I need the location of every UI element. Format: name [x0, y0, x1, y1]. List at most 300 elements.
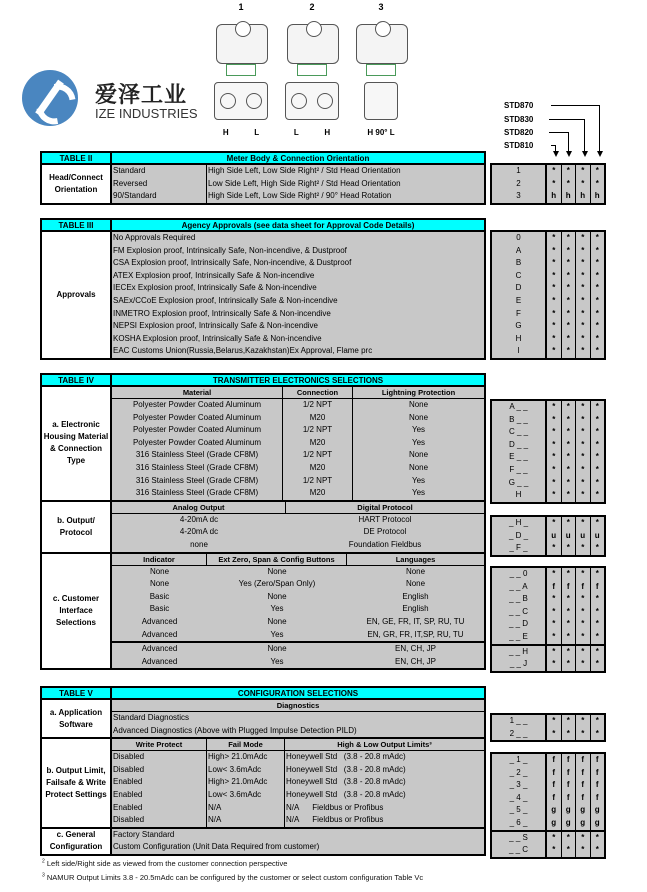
availability-mark: g — [565, 817, 571, 827]
column-header: High & Low Output Limits³ — [337, 740, 432, 750]
model-availability-column — [591, 232, 605, 358]
meter-body-icon — [285, 82, 339, 120]
option-code: _ F _ — [509, 543, 528, 553]
availability-mark: * — [566, 178, 570, 188]
transmitter-neck-icon — [366, 64, 396, 76]
availability-mark: * — [581, 166, 585, 175]
availability-mark: * — [581, 490, 585, 500]
availability-mark: * — [552, 333, 556, 343]
availability-mark: f — [552, 767, 556, 777]
table-cell: IECEx Explosion proof, Intrinsically Safe & Non-incendive — [113, 283, 317, 293]
table-cell: M20 — [283, 437, 353, 450]
code-column — [492, 232, 547, 358]
table-cell: Low< 3.6mAdc — [207, 789, 285, 802]
availability-mark: * — [566, 427, 570, 437]
model-availability-column — [591, 568, 605, 644]
availability-mark: f — [581, 581, 585, 591]
table-cell: Polyester Powder Coated Aluminum — [112, 412, 283, 425]
table-cell: HART Protocol — [358, 514, 412, 524]
option-code: H — [515, 333, 522, 343]
availability-mark: * — [581, 233, 585, 242]
model-availability-column — [562, 517, 577, 555]
availability-mark: * — [581, 631, 585, 641]
availability-mark: * — [581, 283, 585, 293]
availability-mark: * — [566, 233, 570, 242]
availability-mark: * — [552, 518, 556, 527]
table-row — [112, 776, 484, 789]
table-cell: Yes (Zero/Span Only) — [238, 579, 316, 589]
table-cell: Basic — [149, 591, 170, 601]
footnote-3 — [42, 873, 423, 882]
table-row — [112, 802, 484, 815]
table-cell: Polyester Powder Coated Aluminum — [112, 424, 283, 437]
option-code: _ 2 _ — [509, 767, 528, 777]
availability-mark: * — [566, 594, 570, 604]
availability-mark: * — [566, 716, 570, 725]
table-row — [112, 712, 484, 725]
option-code: _ D _ — [508, 530, 529, 540]
availability-mark: * — [552, 619, 556, 629]
table-row — [112, 399, 484, 412]
model-availability-column — [576, 517, 591, 555]
table-cell: Disabled — [112, 751, 207, 764]
table-cell: Disabled — [112, 814, 207, 827]
availability-mark: * — [595, 346, 599, 356]
availability-mark: f — [595, 581, 599, 591]
table-cell: EN, GE, FR, IT, SP, RU, TU — [366, 616, 465, 626]
table-cell: Advanced — [141, 629, 178, 639]
table-row — [112, 295, 484, 308]
option-code: B _ _ — [509, 414, 528, 424]
availability-mark: * — [595, 477, 599, 487]
table-cell: 316 Stainless Steel (Grade CF8M) — [112, 462, 283, 475]
table-name: TABLE V — [42, 688, 112, 698]
table-cell: Disabled — [112, 764, 207, 777]
availability-mark: * — [566, 414, 570, 424]
table-row — [112, 591, 484, 604]
model-availability-column — [591, 401, 605, 502]
availability-mark: f — [552, 755, 556, 764]
table-row — [112, 643, 484, 656]
table-cell: None — [405, 579, 426, 589]
model-availability-column — [547, 232, 562, 358]
availability-mark: f — [566, 767, 570, 777]
availability-mark: f — [566, 780, 570, 790]
option-code: A — [515, 245, 522, 255]
table-v — [40, 686, 486, 856]
availability-mark: * — [581, 308, 585, 318]
table-row — [112, 514, 484, 527]
availability-mark: * — [566, 245, 570, 255]
column-header: Languages — [395, 554, 436, 564]
table-cell: ATEX Explosion proof, Intrinsically Safe & Non-incendive — [113, 270, 315, 280]
availability-mark: * — [552, 646, 556, 656]
table-title: TRANSMITTER ELECTRONICS SELECTIONS — [112, 375, 484, 385]
drawing-number: 1 — [238, 2, 244, 12]
availability-mark: * — [566, 283, 570, 293]
availability-mark: * — [581, 543, 585, 553]
availability-mark: * — [595, 178, 599, 188]
table-cell: None — [267, 644, 287, 654]
availability-mark: * — [552, 594, 556, 604]
table-cell: None — [149, 566, 170, 576]
availability-mark: * — [581, 845, 585, 855]
table-cell: EAC Customs Union(Russia,Belarus,Kazakhstan)Ex Approval, Flame prc — [113, 346, 373, 356]
table-row — [112, 629, 484, 642]
option-code: _ _ 0 — [509, 569, 528, 578]
availability-mark: * — [595, 233, 599, 242]
orientation-drawing-2 — [281, 2, 343, 137]
availability-mark: * — [595, 543, 599, 553]
option-code: _ _ C — [508, 606, 529, 616]
availability-mark: g — [565, 805, 571, 815]
availability-mark: * — [581, 518, 585, 527]
availability-mark: * — [566, 258, 570, 268]
code-table-v-bc — [490, 752, 606, 859]
option-code: _ _ J — [509, 659, 528, 669]
availability-mark: * — [595, 439, 599, 449]
table-cell: INMETRO Explosion proof, Intrinsically Safe & Non-incendive — [113, 308, 331, 318]
table-cell: Polyester Powder Coated Aluminum — [112, 399, 283, 412]
availability-mark: * — [581, 569, 585, 578]
option-code: A _ _ — [509, 402, 528, 411]
table-cell: Custom Configuration (Unit Data Required from customer) — [113, 842, 320, 852]
table-cell: Advanced — [141, 656, 178, 666]
availability-mark: * — [581, 439, 585, 449]
availability-mark: * — [566, 166, 570, 175]
model-availability-column — [576, 401, 591, 502]
option-code: 1 — [516, 166, 521, 175]
table-row — [112, 487, 484, 500]
availability-mark: * — [595, 245, 599, 255]
table-cell: 316 Stainless Steel (Grade CF8M) — [112, 487, 283, 500]
availability-mark: * — [595, 490, 599, 500]
model-availability-column — [576, 754, 591, 830]
model-availability-column — [591, 832, 605, 857]
availability-mark: f — [581, 755, 585, 764]
availability-mark: * — [595, 728, 599, 738]
availability-mark: * — [552, 845, 556, 855]
table-cell: 1/2 NPT — [283, 449, 353, 462]
column-header: Digital Protocol — [357, 502, 413, 512]
table-cell: Yes — [411, 437, 426, 447]
model-availability-column — [547, 646, 562, 671]
table-cell: N/A — [207, 814, 285, 827]
table-cell: Enabled — [112, 789, 207, 802]
table-row — [112, 345, 484, 358]
footnote-number: 3 — [42, 872, 45, 879]
availability-mark: * — [581, 333, 585, 343]
table-cell: Foundation Fieldbus — [348, 539, 422, 549]
availability-mark: * — [552, 402, 556, 411]
table-cell: English — [402, 591, 429, 601]
model-availability-column — [576, 165, 591, 203]
option-code: H — [515, 490, 522, 500]
availability-mark: * — [566, 477, 570, 487]
model-label-std830: STD830 — [504, 115, 534, 124]
availability-mark: f — [595, 755, 599, 764]
model-label-std870: STD870 — [504, 101, 534, 110]
code-table-iv-c — [490, 566, 606, 673]
availability-mark: * — [552, 283, 556, 293]
availability-mark: * — [595, 619, 599, 629]
model-availability-column — [591, 646, 605, 671]
model-availability-column — [547, 568, 562, 644]
table-row — [112, 320, 484, 333]
availability-mark: * — [552, 308, 556, 318]
table-name: TABLE III — [42, 220, 112, 230]
availability-mark: * — [566, 518, 570, 527]
table-row — [112, 437, 484, 450]
model-availability-column — [562, 754, 577, 830]
table-row — [112, 270, 484, 283]
table-row — [112, 412, 484, 425]
availability-mark: f — [595, 780, 599, 790]
table-cell: Basic — [149, 604, 170, 614]
option-code: F — [516, 308, 521, 318]
table-ii — [40, 151, 486, 205]
availability-mark: * — [552, 728, 556, 738]
availability-mark: f — [566, 755, 570, 764]
availability-mark: * — [566, 619, 570, 629]
availability-mark: * — [581, 464, 585, 474]
option-code: G _ _ — [508, 477, 529, 487]
arrow-down-icon — [553, 151, 559, 157]
model-availability-column — [591, 715, 605, 740]
orientation-drawing-1 — [210, 2, 272, 137]
option-code: C — [515, 270, 522, 280]
availability-mark: * — [581, 295, 585, 305]
availability-mark: * — [581, 594, 585, 604]
availability-mark: * — [595, 258, 599, 268]
table-row — [112, 308, 484, 321]
footnote-text: Left side/Right side as viewed from the customer connection perspective — [46, 859, 288, 868]
availability-mark: * — [595, 333, 599, 343]
availability-mark: f — [552, 581, 556, 591]
availability-mark: u — [565, 530, 571, 540]
table-cell: EN, CH, JP — [395, 644, 436, 654]
option-code: _ _ S — [509, 832, 528, 842]
table-row — [112, 526, 484, 539]
availability-mark: * — [566, 346, 570, 356]
availability-mark: * — [566, 659, 570, 669]
table-cell: 316 Stainless Steel (Grade CF8M) — [112, 449, 283, 462]
table-cell: Advanced — [141, 616, 178, 626]
table-row — [112, 165, 484, 178]
option-code: F _ _ — [509, 464, 528, 474]
column-header: Lightning Protection — [381, 388, 456, 397]
table-row — [112, 841, 484, 854]
option-code: 2 _ _ — [509, 728, 528, 738]
model-availability-column — [562, 401, 577, 502]
code-table-iii — [490, 230, 606, 360]
table-cell: Low< 3.6mAdc — [207, 764, 285, 777]
table-cell: NEPSI Explosion proof, Intrinsically Safe & Non-incendive — [113, 321, 318, 331]
table-cell: Honeywell Std (3.8 - 20.8 mAdc) — [286, 789, 406, 799]
model-availability-column — [576, 232, 591, 358]
availability-mark: g — [551, 817, 557, 827]
option-code: _ _ C — [508, 845, 529, 855]
table-cell: No Approvals Required — [113, 233, 196, 242]
availability-mark: f — [595, 792, 599, 802]
code-table-iv-b — [490, 515, 606, 557]
section-label: Approvals — [42, 232, 112, 358]
table-row — [112, 190, 484, 203]
code-column — [492, 832, 547, 857]
availability-mark: * — [595, 594, 599, 604]
footnote-text: NAMUR Output Limits 3.8 - 20.5mAdc can be configured by the customer or select custom configuration Table Vc — [46, 873, 424, 882]
availability-mark: * — [581, 728, 585, 738]
availability-mark: * — [566, 631, 570, 641]
meter-body-rotated-icon — [364, 82, 398, 120]
option-code: I — [517, 346, 520, 356]
table-cell: 1/2 NPT — [283, 399, 353, 412]
code-column — [492, 517, 547, 555]
model-availability-column — [576, 832, 591, 857]
model-label-std810: STD810 — [504, 141, 534, 150]
model-availability-column — [547, 165, 562, 203]
availability-mark: g — [551, 805, 557, 815]
availability-mark: * — [595, 321, 599, 331]
availability-mark: * — [595, 659, 599, 669]
code-column — [492, 754, 547, 830]
availability-mark: g — [580, 817, 586, 827]
availability-mark: * — [581, 178, 585, 188]
availability-mark: * — [552, 166, 556, 175]
transmitter-head-icon — [216, 24, 268, 64]
table-row — [112, 449, 484, 462]
drawing-number: 3 — [378, 2, 384, 12]
availability-mark: * — [581, 606, 585, 616]
availability-mark: f — [595, 767, 599, 777]
option-code: D _ _ — [508, 439, 529, 449]
availability-mark: h — [580, 191, 586, 201]
table-cell: None — [149, 579, 170, 589]
availability-mark: * — [581, 619, 585, 629]
code-column — [492, 646, 547, 671]
availability-mark: * — [566, 321, 570, 331]
table-row — [112, 475, 484, 488]
model-availability-column — [576, 568, 591, 644]
availability-mark: * — [595, 606, 599, 616]
code-table-v-a — [490, 713, 606, 742]
column-header: Fail Mode — [207, 739, 285, 750]
availability-mark: * — [581, 427, 585, 437]
table-row — [112, 462, 484, 475]
availability-mark: * — [552, 346, 556, 356]
table-cell: None — [408, 450, 429, 460]
option-code: E _ _ — [509, 452, 528, 462]
table-row — [112, 578, 484, 591]
column-header: Connection — [283, 387, 353, 398]
availability-mark: * — [552, 452, 556, 462]
footnote-number: 2 — [42, 858, 45, 865]
table-row — [112, 424, 484, 437]
availability-mark: * — [595, 295, 599, 305]
availability-mark: h — [551, 191, 557, 201]
availability-mark: g — [580, 805, 586, 815]
availability-mark: u — [551, 530, 557, 540]
model-availability-column — [562, 232, 577, 358]
model-availability-column — [562, 646, 577, 671]
availability-mark: * — [566, 569, 570, 578]
code-column — [492, 401, 547, 502]
table-row — [112, 616, 484, 629]
table-cell: Low Side Left, High Side Right² / Std Head Orientation — [208, 178, 401, 188]
transmitter-head-icon — [287, 24, 339, 64]
option-code: _ _ B — [509, 594, 528, 604]
option-code: C _ _ — [508, 427, 529, 437]
leader-line — [549, 132, 569, 133]
arrow-down-icon — [597, 151, 603, 157]
table-cell: Yes — [270, 629, 284, 639]
table-cell: CSA Explosion proof, Intrinsically Safe, Non-incendive, & Dustproof — [113, 258, 352, 268]
section-label: b. Output Limit, Failsafe & Write Protect Settings — [42, 739, 112, 827]
availability-mark: * — [552, 543, 556, 553]
availability-mark: * — [581, 321, 585, 331]
port-label: H — [222, 128, 229, 137]
leader-line — [549, 119, 585, 120]
availability-mark: u — [594, 530, 600, 540]
table-cell: M20 — [283, 462, 353, 475]
column-header: Indicator — [112, 554, 207, 565]
availability-mark: h — [594, 191, 600, 201]
availability-mark: * — [595, 845, 599, 855]
table-row — [112, 333, 484, 346]
availability-mark: * — [566, 333, 570, 343]
availability-mark: * — [595, 646, 599, 656]
option-code: 3 — [516, 191, 521, 201]
column-header: Analog Output — [112, 502, 286, 513]
table-row — [112, 282, 484, 295]
section-label: c. General Configuration — [42, 829, 112, 854]
table-cell: None — [408, 400, 429, 409]
availability-mark: * — [595, 631, 599, 641]
availability-mark: * — [552, 490, 556, 500]
table-title: Meter Body & Connection Orientation — [112, 153, 484, 163]
transmitter-head-icon — [356, 24, 408, 64]
availability-mark: * — [566, 270, 570, 280]
model-availability-column — [562, 715, 577, 740]
availability-mark: * — [581, 716, 585, 725]
availability-mark: u — [580, 530, 586, 540]
option-code: D — [515, 283, 522, 293]
table-cell: None — [267, 591, 287, 601]
table-iv — [40, 373, 486, 670]
table-iii — [40, 218, 486, 360]
availability-mark: * — [595, 518, 599, 527]
availability-mark: g — [594, 805, 600, 815]
table-cell: SAEx/CCoE Explosion proof, Intrinsically Safe & Non-incendive — [113, 295, 338, 305]
availability-mark: * — [552, 178, 556, 188]
section-label: a. Application Software — [42, 700, 112, 737]
availability-mark: * — [595, 308, 599, 318]
model-availability-column — [591, 754, 605, 830]
model-availability-column — [591, 165, 605, 203]
column-header: Material — [112, 387, 283, 398]
availability-mark: * — [566, 308, 570, 318]
availability-mark: * — [552, 414, 556, 424]
table-cell: High Side Left, Low Side Right² / Std Head Orientation — [208, 166, 401, 175]
option-code: _ 6 _ — [509, 817, 528, 827]
table-cell: Reversed — [112, 178, 207, 191]
model-availability-column — [576, 715, 591, 740]
availability-mark: * — [566, 543, 570, 553]
table-title: Agency Approvals (see data sheet for Approval Code Details) — [112, 220, 484, 230]
table-cell: Enabled — [112, 802, 207, 815]
availability-mark: f — [581, 767, 585, 777]
model-availability-column — [576, 646, 591, 671]
